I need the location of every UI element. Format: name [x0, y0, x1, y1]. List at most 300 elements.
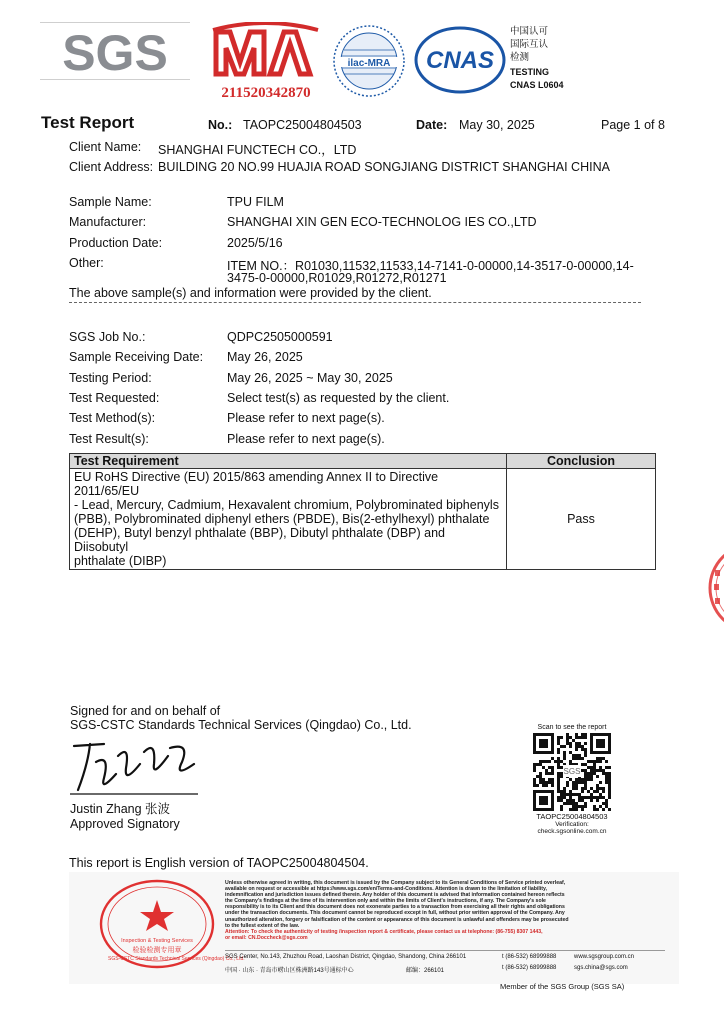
qr-module	[533, 784, 536, 787]
qr-module	[584, 784, 587, 787]
qr-module	[533, 778, 536, 781]
qr-module	[545, 781, 548, 784]
qr-module	[566, 784, 569, 787]
qr-module	[557, 736, 560, 739]
qr-module	[563, 754, 566, 757]
qr-module	[572, 754, 575, 757]
other-value-line-2: 3475-0-00000,R01029,R01272,R01271	[227, 271, 447, 285]
test-result-label: Test Result(s):	[69, 432, 149, 446]
qr-module	[596, 757, 599, 760]
qr-module	[533, 781, 536, 784]
qr-module	[575, 787, 578, 790]
qr-module	[596, 739, 605, 748]
qr-module	[560, 775, 563, 778]
client-name-label: Client Name:	[69, 140, 142, 154]
qr-module	[605, 781, 608, 784]
qr-module	[584, 778, 587, 781]
qr-module	[578, 793, 581, 796]
qr-module	[605, 775, 608, 778]
testing-period-value: May 26, 2025 ~ May 30, 2025	[227, 371, 393, 385]
qr-module	[542, 766, 545, 769]
qr-module	[578, 799, 581, 802]
qr-module	[575, 736, 578, 739]
cnas-line-1: 中国认可	[510, 26, 549, 37]
qr-module	[608, 793, 611, 796]
production-date-value: 2025/5/16	[227, 236, 283, 250]
qr-module	[557, 757, 560, 760]
footer-address-cn: 中国 · 山东 · 青岛市崂山区株洲路143号通标中心	[225, 968, 354, 974]
qr-module	[560, 772, 563, 775]
qr-module	[533, 763, 536, 766]
qr-module	[563, 793, 566, 796]
footer-address-en: SGS Center, No.143, Zhuzhou Road, Laoshan District, Qingdao, Shandong, China 266101	[225, 954, 467, 960]
qr-module	[563, 751, 566, 754]
qr-module	[539, 781, 542, 784]
qr-module	[539, 778, 542, 781]
qr-module	[584, 775, 587, 778]
qr-module	[602, 802, 605, 805]
qr-module	[599, 805, 602, 808]
qr-module	[560, 799, 563, 802]
qr-module	[560, 793, 563, 796]
column-header-requirement: Test Requirement	[70, 454, 507, 469]
english-version-note: This report is English version of TAOPC25004804504.	[69, 856, 369, 870]
footer-tel-1: t (86-532) 68999888	[502, 954, 557, 960]
report-date-label: Date:	[416, 118, 448, 132]
qr-module	[602, 790, 605, 793]
qr-module	[605, 772, 608, 775]
receiving-date-label: Sample Receiving Date:	[69, 350, 204, 364]
qr-module	[605, 802, 608, 805]
qr-module	[575, 745, 578, 748]
qr-module	[599, 766, 602, 769]
requirement-cell	[70, 469, 507, 570]
qr-module	[578, 742, 581, 745]
footer-web[interactable]: www.sgsgroup.com.cn	[574, 954, 635, 960]
qr-module	[584, 772, 587, 775]
qr-module	[605, 799, 608, 802]
test-requirement-table	[69, 453, 656, 570]
test-requested-label: Test Requested:	[69, 391, 160, 405]
qr-module	[593, 772, 596, 775]
qr-module	[578, 796, 581, 799]
qr-module	[542, 781, 545, 784]
qr-module	[578, 736, 581, 739]
qr-module	[593, 769, 596, 772]
qr-module	[575, 742, 578, 745]
qr-module	[602, 787, 605, 790]
qr-module	[605, 805, 608, 808]
footer-postcode: 邮编：266101	[406, 968, 445, 974]
qr-module	[572, 787, 575, 790]
qr-module	[569, 778, 572, 781]
qr-module	[551, 766, 554, 769]
qr-code[interactable]	[533, 733, 611, 811]
qr-module	[539, 775, 542, 778]
seal-text: Inspection & Testing Services	[121, 938, 193, 944]
qr-module	[593, 763, 596, 766]
qr-module	[602, 769, 605, 772]
qr-module	[578, 745, 581, 748]
qr-module	[572, 739, 575, 742]
qr-module	[554, 760, 557, 763]
qr-module	[593, 760, 596, 763]
cma-logo	[210, 22, 322, 102]
qr-module	[581, 787, 584, 790]
qr-module	[581, 778, 584, 781]
manufacturer-value: SHANGHAI XIN GEN ECO-TECHNOLOG IES CO.,LTD	[227, 215, 537, 229]
qr-module	[557, 739, 560, 742]
qr-module	[593, 790, 596, 793]
qr-module	[542, 778, 545, 781]
qr-module	[575, 784, 578, 787]
qr-module	[572, 808, 575, 811]
qr-module	[566, 733, 569, 736]
qr-module	[542, 760, 545, 763]
qr-module	[581, 781, 584, 784]
qr-module	[533, 766, 536, 769]
qr-module	[581, 808, 584, 811]
qr-module	[596, 769, 599, 772]
seal-side-text: SGS-CSTC Standards Technical Services (Qingdao) Co., Ltd.	[108, 956, 245, 962]
qr-module	[539, 796, 548, 805]
qr-module	[569, 808, 572, 811]
qr-module	[563, 745, 566, 748]
qr-module	[608, 775, 611, 778]
qr-module	[557, 796, 560, 799]
signatory-name: Justin Zhang 张波	[70, 802, 171, 816]
qr-module	[596, 760, 599, 763]
cnas-text: CNAS	[425, 47, 495, 74]
qr-module	[608, 766, 611, 769]
qr-module	[572, 757, 575, 760]
qr-module	[596, 790, 599, 793]
footer-member: Member of the SGS Group (SGS SA)	[500, 982, 625, 991]
qr-module	[587, 766, 590, 769]
qr-module	[599, 769, 602, 772]
qr-module	[578, 781, 581, 784]
requirement-line: EU RoHS Directive (EU) 2015/863 amending Annex II to Directive 2011/65/EU	[74, 470, 439, 498]
cma-number: 211520342870	[221, 85, 311, 101]
qr-module	[596, 775, 599, 778]
qr-module	[608, 790, 611, 793]
qr-module	[569, 742, 572, 745]
qr-module	[590, 778, 593, 781]
qr-module	[551, 772, 554, 775]
disclaimer-line: indemnification and jurisdiction issues defined therein. Any holder of this document is advised that information contained hereon reflects	[225, 892, 565, 899]
qr-module	[596, 796, 599, 799]
qr-module	[587, 790, 590, 793]
qr-module	[605, 778, 608, 781]
qr-module	[545, 769, 548, 772]
qr-module	[566, 739, 569, 742]
qr-module	[575, 748, 578, 751]
qr-module	[578, 805, 581, 808]
qr-module	[578, 754, 581, 757]
qr-module	[536, 775, 539, 778]
signing-company: SGS-CSTC Standards Technical Services (Qingdao) Co., Ltd.	[70, 718, 412, 732]
qr-module	[560, 796, 563, 799]
qr-module	[575, 754, 578, 757]
qr-module	[548, 766, 551, 769]
qr-module	[608, 787, 611, 790]
sample-name-value: TPU FILM	[227, 195, 284, 209]
qr-module	[581, 748, 584, 751]
qr-module	[572, 781, 575, 784]
qr-module	[596, 784, 599, 787]
qr-module	[572, 799, 575, 802]
requirement-line: phthalate (DIBP)	[74, 554, 167, 568]
qr-module	[560, 736, 563, 739]
qr-module	[590, 769, 593, 772]
footer-tel-2: t (86-532) 68999888	[502, 965, 557, 971]
manufacturer-label: Manufacturer:	[69, 215, 147, 229]
qr-module	[602, 757, 605, 760]
requirement-line: - Lead, Mercury, Cadmium, Hexavalent chromium, Polybrominated biphenyls	[74, 498, 499, 512]
other-value-line-1: ITEM NO.：R01030,11532,11533,14-7141-0-00000,14-3517-0-00000,14-	[227, 259, 634, 273]
disclaimer-line: available on request or accessible at https://www.sgs.com/en/Terms-and-Conditions. Attention is drawn to the limitation of liability,	[225, 886, 547, 893]
disclaimer-line: the Company's findings at the time of its intervention only and within the limits of Client's instructions, if any. The Company's sole	[225, 898, 546, 905]
qr-module	[575, 793, 578, 796]
qr-module	[599, 793, 602, 796]
qr-module	[575, 733, 578, 736]
qr-module	[599, 796, 602, 799]
qr-module	[584, 769, 587, 772]
qr-module	[557, 775, 560, 778]
footer-email[interactable]: sgs.china@sgs.com	[574, 965, 628, 971]
qr-module	[584, 736, 587, 739]
cnas-line-3: 检测	[510, 52, 530, 63]
seal-cn-text: 检验检测专用章	[132, 946, 182, 954]
qr-module	[575, 757, 578, 760]
qr-module	[608, 778, 611, 781]
ilac-text: ilac-MRA	[347, 58, 391, 69]
qr-module	[584, 787, 587, 790]
qr-module	[584, 763, 587, 766]
qr-module	[584, 742, 587, 745]
qr-module	[605, 766, 608, 769]
provided-note: The above sample(s) and information were provided by the client.	[69, 286, 432, 300]
handwritten-signature	[70, 734, 200, 796]
qr-module	[590, 772, 593, 775]
qr-module	[602, 808, 605, 811]
qr-module	[563, 802, 566, 805]
qr-module	[545, 772, 548, 775]
qr-module	[605, 760, 608, 763]
qr-module	[569, 802, 572, 805]
column-header-conclusion: Conclusion	[507, 454, 656, 469]
sample-name-label: Sample Name:	[69, 195, 152, 209]
qr-module	[584, 754, 587, 757]
qr-module	[551, 757, 554, 760]
qr-module	[569, 793, 572, 796]
qr-module	[557, 799, 560, 802]
partial-seal-stamp	[706, 540, 724, 636]
qr-module	[581, 799, 584, 802]
qr-module	[590, 796, 593, 799]
qr-module	[587, 796, 590, 799]
cnas-line-5: CNAS L0604	[510, 80, 564, 90]
qr-module	[602, 796, 605, 799]
qr-module	[569, 736, 572, 739]
qr-module	[539, 739, 548, 748]
qr-module	[557, 772, 560, 775]
qr-module	[572, 784, 575, 787]
qr-module	[593, 805, 596, 808]
client-name-value: SHANGHAI FUNCTECH CO.，LTD	[158, 143, 357, 157]
qr-module	[539, 763, 542, 766]
qr-module	[548, 772, 551, 775]
qr-module	[551, 784, 554, 787]
qr-caption-top: Scan to see the report	[537, 724, 607, 731]
qr-module	[563, 787, 566, 790]
requirement-line: (PBB), Polybrominated diphenyl ethers (PBDE), Bis(2-ethylhexyl) phthalate	[74, 512, 490, 526]
qr-module	[590, 787, 593, 790]
qr-module	[560, 766, 563, 769]
qr-module	[542, 784, 545, 787]
qr-module	[581, 745, 584, 748]
qr-module	[590, 766, 593, 769]
qr-module	[584, 781, 587, 784]
qr-module	[551, 769, 554, 772]
report-no-value: TAOPC25004804503	[243, 118, 362, 132]
qr-module	[608, 796, 611, 799]
report-no-label: No.:	[208, 118, 233, 132]
qr-module	[572, 805, 575, 808]
qr-module	[608, 781, 611, 784]
qr-module	[575, 808, 578, 811]
sgs-logo	[40, 22, 190, 80]
qr-module	[590, 760, 593, 763]
signed-on-behalf: Signed for and on behalf of	[70, 704, 221, 718]
qr-module	[539, 760, 542, 763]
qr-module	[566, 736, 569, 739]
qr-report-number: TAOPC25004804503	[536, 812, 608, 821]
qr-module	[560, 808, 563, 811]
qr-module	[569, 751, 572, 754]
qr-module	[560, 790, 563, 793]
qr-module	[557, 787, 560, 790]
qr-module	[581, 769, 584, 772]
qr-module	[569, 799, 572, 802]
qr-module	[539, 772, 542, 775]
qr-module	[590, 775, 593, 778]
other-label: Other:	[69, 256, 104, 270]
test-result-value: Please refer to next page(s).	[227, 432, 385, 446]
qr-module	[566, 742, 569, 745]
qr-module	[563, 796, 566, 799]
qr-module	[581, 805, 584, 808]
attention-email[interactable]: or email: CN.Doccheck@sgs.com	[225, 934, 308, 941]
qr-module	[560, 760, 563, 763]
cnas-logo	[414, 20, 578, 100]
attention-line: Attention: To check the authenticity of testing /inspection report & certificate, please contact us at telephone: (86-755) 8307 1443,	[225, 928, 543, 935]
qr-module	[569, 745, 572, 748]
qr-module	[551, 781, 554, 784]
qr-module	[584, 802, 587, 805]
qr-module	[596, 808, 599, 811]
report-date-value: May 30, 2025	[459, 118, 535, 132]
qr-module	[584, 751, 587, 754]
qr-module	[569, 790, 572, 793]
qr-module	[572, 793, 575, 796]
qr-module	[557, 766, 560, 769]
qr-module	[590, 799, 593, 802]
qr-module	[563, 790, 566, 793]
disclaimer-line: under the transaction documents. This document cannot be reproduced except in full, without prior written approval of the Company. Any	[225, 910, 565, 917]
qr-module	[557, 751, 560, 754]
disclaimer-line: Unless otherwise agreed in writing, this document is issued by the Company subject to its General Conditions of Service printed overleaf,	[225, 880, 566, 886]
qr-module	[557, 784, 560, 787]
qr-module	[566, 799, 569, 802]
production-date-label: Production Date:	[69, 236, 163, 250]
dashed-divider	[69, 302, 641, 303]
qr-module	[557, 778, 560, 781]
sgs-logo-text: SGS	[62, 25, 168, 80]
table-row	[70, 469, 656, 570]
qr-module	[575, 805, 578, 808]
client-address-label: Client Address:	[69, 160, 154, 174]
qr-module	[608, 784, 611, 787]
qr-module	[548, 778, 551, 781]
qr-module	[575, 781, 578, 784]
qr-module	[575, 778, 578, 781]
qr-module	[536, 784, 539, 787]
qr-module	[557, 763, 560, 766]
qr-module	[536, 763, 539, 766]
qr-module	[593, 766, 596, 769]
signatory-role: Approved Signatory	[70, 817, 180, 831]
receiving-date-value: May 26, 2025	[227, 350, 303, 364]
qr-module	[596, 799, 599, 802]
qr-module	[566, 793, 569, 796]
qr-module	[581, 736, 584, 739]
qr-module	[548, 781, 551, 784]
qr-module	[545, 784, 548, 787]
table-header-row	[70, 454, 656, 469]
qr-module	[575, 802, 578, 805]
cnas-line-4: TESTING	[510, 67, 550, 77]
page-number: Page 1 of 8	[601, 118, 665, 132]
test-method-label: Test Method(s):	[69, 411, 156, 425]
job-no-label: SGS Job No.:	[69, 330, 146, 344]
qr-module	[578, 757, 581, 760]
qr-module	[581, 733, 584, 736]
qr-module	[599, 760, 602, 763]
qr-module	[533, 769, 536, 772]
conclusion-cell: Pass	[507, 469, 656, 570]
qr-module	[593, 808, 596, 811]
qr-module	[608, 808, 611, 811]
report-title: Test Report	[41, 113, 135, 132]
qr-module	[581, 796, 584, 799]
disclaimer-line: to the fullest extent of the law.	[225, 922, 300, 929]
qr-module	[569, 760, 572, 763]
qr-module	[557, 790, 560, 793]
requirement-line: (DEHP), Butyl benzyl phthalate (BBP), Dibutyl phthalate (DBP) and Diisobutyl	[74, 526, 446, 554]
qr-center-label: SGS	[563, 767, 581, 776]
ilac-mra-logo	[330, 22, 408, 100]
qr-module	[584, 805, 587, 808]
qr-module	[566, 802, 569, 805]
disclaimer-block	[225, 880, 665, 941]
qr-module	[587, 775, 590, 778]
qr-module	[590, 793, 593, 796]
disclaimer-line: responsibility is to its Client and this document does not exonerate parties to a transaction from exercising all their rights and obligations	[225, 904, 565, 911]
qr-module	[569, 796, 572, 799]
qr-module	[596, 787, 599, 790]
qr-verification-site: check.sgsonline.com.cn	[537, 828, 607, 835]
